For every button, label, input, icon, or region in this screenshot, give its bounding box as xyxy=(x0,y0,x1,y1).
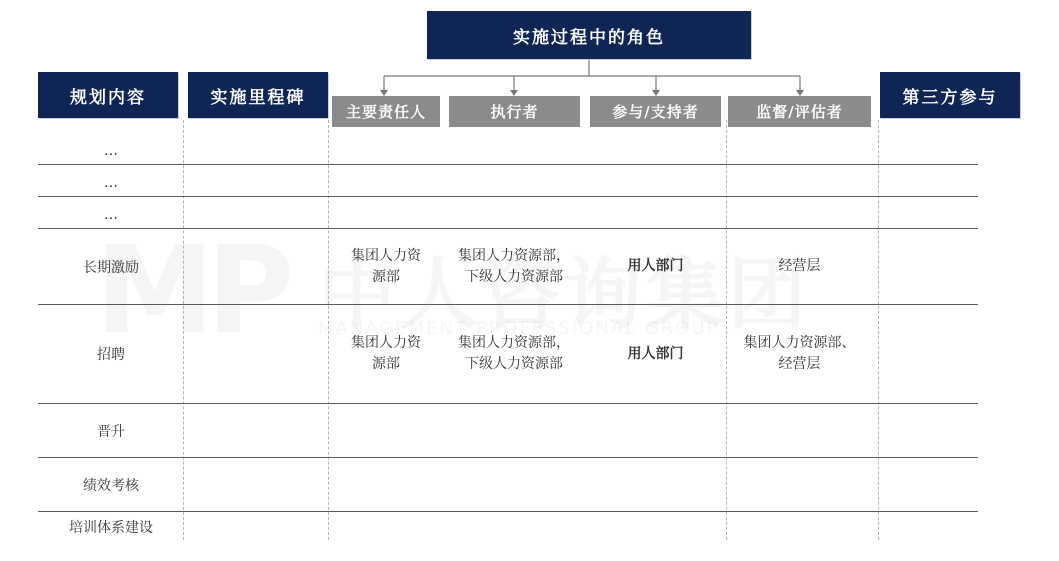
cell-long-term-incentive-executor: 集团人力资源部， 下级人力资源部 xyxy=(458,247,570,285)
row-label: 晋升 xyxy=(97,423,125,440)
row-label: … xyxy=(104,143,118,159)
row-divider xyxy=(38,164,978,165)
roles-title: 实施过程中的角色 xyxy=(427,11,751,59)
row-label: … xyxy=(104,207,118,223)
column-divider xyxy=(878,120,879,540)
row-label: 培训体系建设 xyxy=(69,520,153,536)
column-divider xyxy=(328,120,329,540)
role-executor: 执行者 xyxy=(449,96,580,127)
row-label: 招聘 xyxy=(97,347,125,363)
plan-content-header: 规划内容 xyxy=(38,72,178,118)
row-label: … xyxy=(104,175,118,191)
cell-recruitment-executor: 集团人力资源部， 下级人力资源部 xyxy=(458,335,570,372)
cell-long-term-incentive-participant: 用人部门 xyxy=(627,258,684,274)
cell-long-term-incentive-responsible: 集团人力资 源部 xyxy=(351,247,421,285)
cell-recruitment-responsible: 集团人力资 源部 xyxy=(351,335,421,372)
cell-recruitment-supervisor: 集团人力资源部、 经营层 xyxy=(743,335,856,372)
role-main-responsible: 主要责任人 xyxy=(332,96,440,127)
cell-long-term-incentive-supervisor: 经营层 xyxy=(778,258,821,274)
third-party-header: 第三方参与 xyxy=(880,72,1020,118)
cell-recruitment-participant: 用人部门 xyxy=(627,345,684,362)
row-divider xyxy=(38,196,978,197)
row-label: 长期激励 xyxy=(83,259,139,276)
column-divider xyxy=(726,120,727,540)
role-participant: 参与/支持者 xyxy=(590,96,721,127)
milestone-header: 实施里程碑 xyxy=(188,72,328,118)
row-label: 绩效考核 xyxy=(83,477,139,494)
role-supervisor: 监督/评估者 xyxy=(728,96,871,127)
